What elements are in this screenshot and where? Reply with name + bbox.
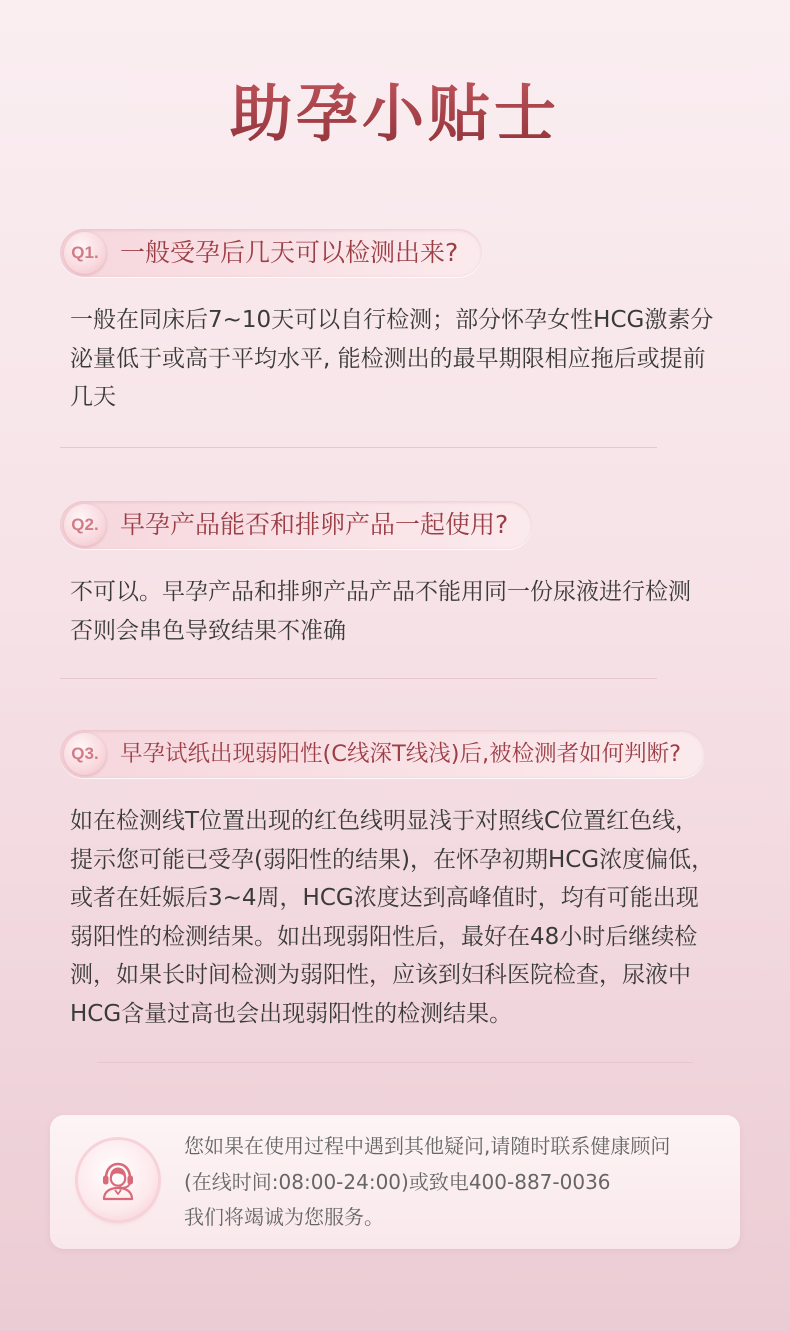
- answer-line: 几天: [70, 384, 116, 410]
- answer-line: 弱阳性的检测结果。如出现弱阳性后，最好在48小时后继续检: [70, 923, 698, 950]
- faq-answer-3: [70, 802, 740, 1033]
- contact-line: 您如果在使用过程中遇到其他疑问,请随时联系健康顾问: [184, 1134, 671, 1158]
- faq-question-2: [60, 501, 532, 549]
- faq-answer-1: [70, 301, 740, 417]
- answer-line: 测，如果长时间检测为弱阳性，应该到妇科医院检查，尿液中: [70, 962, 691, 988]
- q2-text: 早孕产品能否和排卵产品一起使用?: [120, 510, 509, 539]
- q1-text: 一般受孕后几天可以检测出来?: [120, 238, 459, 267]
- answer-line: 泌量低于或高于平均水平, 能检测出的最早期限相应拖后或提前: [70, 345, 706, 372]
- faq-question-1: [60, 229, 482, 277]
- divider: [60, 447, 657, 448]
- q3-badge: Q3.: [64, 733, 106, 775]
- answer-line: 提示您可能已受孕(弱阳性的结果)，在怀孕初期HCG浓度偏低，: [70, 846, 715, 873]
- q2-badge: Q2.: [64, 504, 106, 546]
- answer-line: 如在检测线T位置出现的红色线明显浅于对照线C位置红色线，: [70, 808, 699, 834]
- divider: [60, 678, 657, 679]
- faq-question-3: [60, 730, 705, 778]
- answer-line: 一般在同床后7~10天可以自行检测；部分怀孕女性HCG激素分: [70, 307, 714, 333]
- q3-text: 早孕试纸出现弱阳性(C线深T线浅)后,被检测者如何判断?: [120, 741, 682, 767]
- contact-line: 我们将竭诚为您服务。: [184, 1205, 384, 1229]
- customer-service-icon[interactable]: [78, 1140, 158, 1220]
- q1-badge: Q1.: [64, 232, 106, 274]
- answer-line: 不可以。早孕产品和排卵产品产品不能用同一份尿液进行检测: [70, 579, 691, 605]
- faq-answer-2: [70, 573, 740, 650]
- contact-line: (在线时间:08:00-24:00)或致电400-887-0036: [184, 1169, 611, 1194]
- answer-line: HCG含量过高也会出现弱阳性的检测结果。: [70, 1000, 513, 1027]
- contact-text: [184, 1129, 724, 1236]
- answer-line: 否则会串色导致结果不准确: [70, 617, 346, 644]
- divider: [97, 1062, 693, 1063]
- page-title: 助孕小贴士: [0, 72, 790, 156]
- contact-card: [50, 1115, 740, 1249]
- answer-line: 或者在妊娠后3~4周，HCG浓度达到高峰值时，均有可能出现: [70, 885, 699, 911]
